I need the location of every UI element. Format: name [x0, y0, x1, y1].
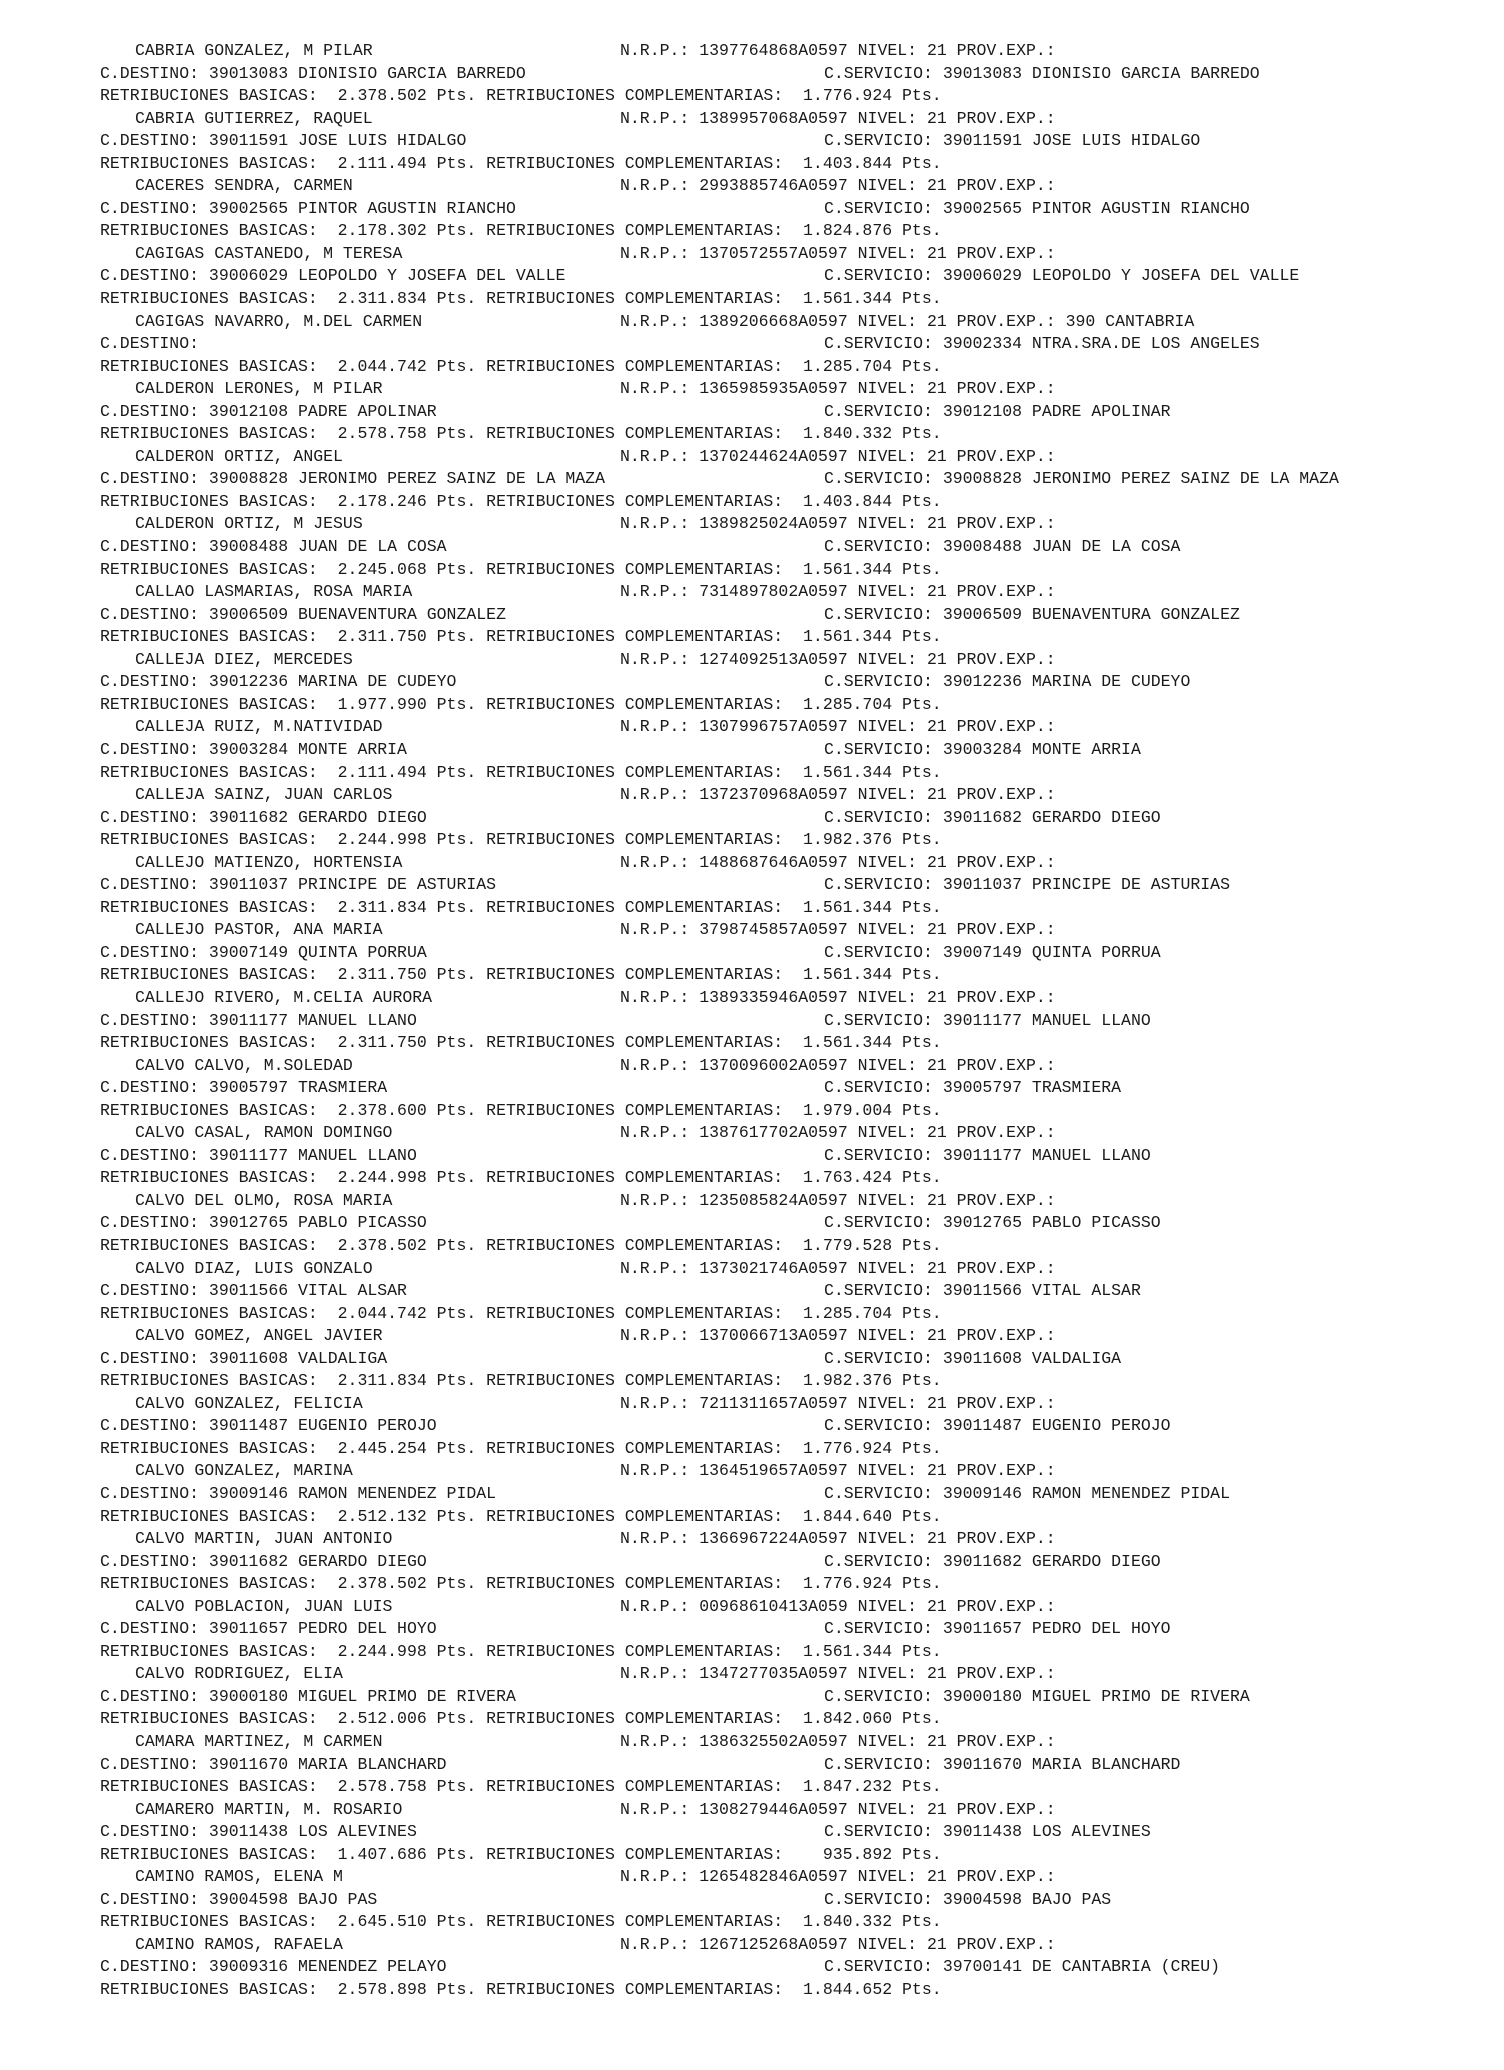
destino-center: C.DESTINO: 39009146 RAMON MENENDEZ PIDAL — [100, 1484, 497, 1503]
record-salary-line — [100, 153, 1480, 176]
servicio-center: C.SERVICIO: 39011608 VALDALIGA — [824, 1348, 1122, 1368]
destino-center: C.DESTINO: 39011177 MANUEL LLANO — [100, 1145, 417, 1165]
salary-info: RETRIBUCIONES BASICAS: 2.378.502 Pts. RETRIBUCIONES COMPLEMENTARIAS: 1.779.528 Pts. — [100, 1235, 942, 1255]
record-header-line — [100, 311, 1480, 334]
record-salary-line — [100, 762, 1480, 785]
record-center-line — [100, 401, 1480, 424]
destino-center: C.DESTINO: 39002565 PINTOR AGUSTIN RIANCHO — [100, 198, 516, 218]
employee-name: CAMINO RAMOS, RAFAELA — [135, 1934, 343, 1954]
record-salary-line — [100, 1708, 1480, 1731]
record — [100, 1596, 1480, 1664]
salary-info: RETRIBUCIONES BASICAS: 2.044.742 Pts. RETRIBUCIONES COMPLEMENTARIAS: 1.285.704 Pts. — [100, 356, 942, 376]
record-center-line — [100, 1415, 1480, 1438]
employee-name: CALVO MARTIN, JUAN ANTONIO — [135, 1529, 393, 1549]
record-salary-line — [100, 85, 1480, 108]
record — [100, 581, 1480, 649]
record-salary-line — [100, 1370, 1480, 1393]
servicio-center: C.SERVICIO: 39011682 GERARDO DIEGO — [824, 807, 1161, 827]
nrp-info: N.R.P.: 1488687646A0597 NIVEL: 21 PROV.EXP.: — [620, 852, 1056, 872]
servicio-center: C.SERVICIO: 39011037 PRINCIPE DE ASTURIAS — [824, 875, 1230, 895]
servicio-center: C.SERVICIO: 39002334 NTRA.SRA.DE LOS ANGELES — [824, 334, 1260, 354]
record-salary-line — [100, 1979, 1480, 2002]
nrp-info: N.R.P.: 1347277035A0597 NIVEL: 21 PROV.EXP.: — [620, 1664, 1056, 1684]
destino-center: C.DESTINO: 39011438 LOS ALEVINES — [100, 1822, 417, 1842]
nrp-info: N.R.P.: 1307996757A0597 NIVEL: 21 PROV.EXP.: — [620, 717, 1056, 737]
destino-center: C.DESTINO: — [100, 334, 200, 354]
record-salary-line — [100, 288, 1480, 311]
servicio-center: C.SERVICIO: 39009146 RAMON MENENDEZ PIDAL — [824, 1484, 1230, 1503]
employee-name: CALDERON ORTIZ, ANGEL — [135, 446, 343, 466]
record-header-line — [100, 784, 1480, 807]
employee-name: CALVO DIAZ, LUIS GONZALO — [135, 1258, 373, 1278]
destino-center: C.DESTINO: 39009316 MENENDEZ PELAYO — [100, 1957, 447, 1977]
servicio-center: C.SERVICIO: 39006029 LEOPOLDO Y JOSEFA DEL VALLE — [824, 266, 1300, 286]
servicio-center: C.SERVICIO: 39700141 DE CANTABRIA (CREU) — [824, 1957, 1221, 1977]
destino-center: C.DESTINO: 39011682 GERARDO DIEGO — [100, 1551, 427, 1571]
record-center-line — [100, 1618, 1480, 1641]
record-header-line — [100, 513, 1480, 536]
servicio-center: C.SERVICIO: 39011177 MANUEL LLANO — [824, 1010, 1151, 1030]
record — [100, 1258, 1480, 1326]
salary-info: RETRIBUCIONES BASICAS: 2.178.246 Pts. RETRIBUCIONES COMPLEMENTARIAS: 1.403.844 Pts. — [100, 491, 942, 511]
record — [100, 1460, 1480, 1528]
servicio-center: C.SERVICIO: 39011177 MANUEL LLANO — [824, 1145, 1151, 1165]
record-header-line — [100, 1528, 1480, 1551]
nrp-info: N.R.P.: 1370096002A0597 NIVEL: 21 PROV.EXP.: — [620, 1055, 1056, 1075]
employee-name: CAMARA MARTINEZ, M CARMEN — [135, 1732, 383, 1752]
record-header-line — [100, 243, 1480, 266]
salary-info: RETRIBUCIONES BASICAS: 2.244.998 Pts. RETRIBUCIONES COMPLEMENTARIAS: 1.561.344 Pts. — [100, 1641, 942, 1661]
salary-info: RETRIBUCIONES BASICAS: 1.977.990 Pts. RETRIBUCIONES COMPLEMENTARIAS: 1.285.704 Pts. — [100, 694, 942, 714]
salary-info: RETRIBUCIONES BASICAS: 2.111.494 Pts. RETRIBUCIONES COMPLEMENTARIAS: 1.403.844 Pts. — [100, 153, 942, 173]
salary-info: RETRIBUCIONES BASICAS: 2.512.132 Pts. RETRIBUCIONES COMPLEMENTARIAS: 1.844.640 Pts. — [100, 1506, 942, 1526]
salary-info: RETRIBUCIONES BASICAS: 2.311.834 Pts. RETRIBUCIONES COMPLEMENTARIAS: 1.982.376 Pts. — [100, 1371, 942, 1391]
record-center-line — [100, 1483, 1480, 1506]
record-header-line — [100, 40, 1480, 63]
record — [100, 311, 1480, 379]
destino-center: C.DESTINO: 39011591 JOSE LUIS HIDALGO — [100, 131, 467, 151]
record-header-line — [100, 108, 1480, 131]
nrp-info: N.R.P.: 1370066713A0597 NIVEL: 21 PROV.EXP.: — [620, 1326, 1056, 1346]
record — [100, 1663, 1480, 1731]
destino-center: C.DESTINO: 39000180 MIGUEL PRIMO DE RIVERA — [100, 1686, 516, 1706]
servicio-center: C.SERVICIO: 39012108 PADRE APOLINAR — [824, 401, 1171, 421]
servicio-center: C.SERVICIO: 39011591 JOSE LUIS HIDALGO — [824, 131, 1201, 151]
record-header-line — [100, 716, 1480, 739]
record-salary-line — [100, 1641, 1480, 1664]
salary-info: RETRIBUCIONES BASICAS: 2.445.254 Pts. RETRIBUCIONES COMPLEMENTARIAS: 1.776.924 Pts. — [100, 1438, 942, 1458]
servicio-center: C.SERVICIO: 39003284 MONTE ARRIA — [824, 739, 1141, 759]
nrp-info: N.R.P.: 7211311657A0597 NIVEL: 21 PROV.EXP.: — [620, 1393, 1056, 1413]
record-salary-line — [100, 897, 1480, 920]
destino-center: C.DESTINO: 39012765 PABLO PICASSO — [100, 1213, 427, 1233]
salary-info: RETRIBUCIONES BASICAS: 2.244.998 Pts. RETRIBUCIONES COMPLEMENTARIAS: 1.763.424 Pts. — [100, 1168, 942, 1188]
record — [100, 1528, 1480, 1596]
servicio-center: C.SERVICIO: 39008488 JUAN DE LA COSA — [824, 537, 1181, 557]
record — [100, 852, 1480, 920]
servicio-center: C.SERVICIO: 39013083 DIONISIO GARCIA BARREDO — [824, 63, 1260, 83]
record-salary-line — [100, 1911, 1480, 1934]
record-header-line — [100, 1393, 1480, 1416]
servicio-center: C.SERVICIO: 39011670 MARIA BLANCHARD — [824, 1754, 1181, 1774]
record-salary-line — [100, 964, 1480, 987]
record-salary-line — [100, 1776, 1480, 1799]
record-header-line — [100, 649, 1480, 672]
employee-name: CALVO CASAL, RAMON DOMINGO — [135, 1123, 393, 1143]
servicio-center: C.SERVICIO: 39011487 EUGENIO PEROJO — [824, 1416, 1171, 1436]
record — [100, 1934, 1480, 2002]
record-center-line — [100, 1551, 1480, 1574]
nrp-info: N.R.P.: 1389825024A0597 NIVEL: 21 PROV.EXP.: — [620, 514, 1056, 534]
employee-name: CAMARERO MARTIN, M. ROSARIO — [135, 1799, 403, 1819]
record-salary-line — [100, 1235, 1480, 1258]
nrp-info: N.R.P.: 1373021746A0597 NIVEL: 21 PROV.EXP.: — [620, 1258, 1056, 1278]
record-header-line — [100, 1325, 1480, 1348]
servicio-center: C.SERVICIO: 39011657 PEDRO DEL HOYO — [824, 1619, 1171, 1639]
record — [100, 1122, 1480, 1190]
nrp-info: N.R.P.: 1365985935A0597 NIVEL: 21 PROV.EXP.: — [620, 379, 1056, 399]
record-salary-line — [100, 829, 1480, 852]
record — [100, 649, 1480, 717]
nrp-info: N.R.P.: 00968610413A059 NIVEL: 21 PROV.EXP.: — [620, 1596, 1056, 1616]
record-center-line — [100, 1754, 1480, 1777]
salary-info: RETRIBUCIONES BASICAS: 2.244.998 Pts. RETRIBUCIONES COMPLEMENTARIAS: 1.982.376 Pts. — [100, 830, 942, 850]
record-header-line — [100, 919, 1480, 942]
employee-name: CALVO RODRIGUEZ, ELIA — [135, 1664, 343, 1684]
servicio-center: C.SERVICIO: 39006509 BUENAVENTURA GONZALEZ — [824, 604, 1240, 624]
record-salary-line — [100, 694, 1480, 717]
record-center-line — [100, 1348, 1480, 1371]
employee-name: CALLEJO RIVERO, M.CELIA AURORA — [135, 987, 433, 1007]
destino-center: C.DESTINO: 39011037 PRINCIPE DE ASTURIAS — [100, 875, 497, 895]
employee-name: CALLEJA DIEZ, MERCEDES — [135, 649, 353, 669]
record-salary-line — [100, 1100, 1480, 1123]
destino-center: C.DESTINO: 39011177 MANUEL LLANO — [100, 1010, 417, 1030]
salary-info: RETRIBUCIONES BASICAS: 2.111.494 Pts. RETRIBUCIONES COMPLEMENTARIAS: 1.561.344 Pts. — [100, 762, 942, 782]
employee-name: CALVO GONZALEZ, FELICIA — [135, 1393, 363, 1413]
destino-center: C.DESTINO: 39006029 LEOPOLDO Y JOSEFA DEL VALLE — [100, 266, 566, 286]
employee-name: CALLEJO PASTOR, ANA MARIA — [135, 920, 383, 940]
record-center-line — [100, 1956, 1480, 1979]
salary-info: RETRIBUCIONES BASICAS: 2.311.750 Pts. RETRIBUCIONES COMPLEMENTARIAS: 1.561.344 Pts. — [100, 965, 942, 985]
servicio-center: C.SERVICIO: 39011566 VITAL ALSAR — [824, 1281, 1141, 1301]
record-header-line — [100, 1122, 1480, 1145]
employee-name: CALVO GOMEZ, ANGEL JAVIER — [135, 1326, 383, 1346]
nrp-info: N.R.P.: 1372370968A0597 NIVEL: 21 PROV.EXP.: — [620, 785, 1056, 805]
record-center-line — [100, 1077, 1480, 1100]
destino-center: C.DESTINO: 39006509 BUENAVENTURA GONZALEZ — [100, 604, 506, 624]
record-center-line — [100, 1686, 1480, 1709]
salary-info: RETRIBUCIONES BASICAS: 2.311.834 Pts. RETRIBUCIONES COMPLEMENTARIAS: 1.561.344 Pts. — [100, 289, 942, 309]
employee-name: CALDERON LERONES, M PILAR — [135, 379, 383, 399]
record — [100, 1325, 1480, 1393]
salary-info: RETRIBUCIONES BASICAS: 2.645.510 Pts. RETRIBUCIONES COMPLEMENTARIAS: 1.840.332 Pts. — [100, 1912, 942, 1932]
record-salary-line — [100, 559, 1480, 582]
employee-name: CALVO CALVO, M.SOLEDAD — [135, 1055, 353, 1075]
destino-center: C.DESTINO: 39012108 PADRE APOLINAR — [100, 401, 437, 421]
record — [100, 1866, 1480, 1934]
record-center-line — [100, 874, 1480, 897]
record-center-line — [100, 1889, 1480, 1912]
record-center-line — [100, 536, 1480, 559]
nrp-info: N.R.P.: 1387617702A0597 NIVEL: 21 PROV.EXP.: — [620, 1123, 1056, 1143]
record — [100, 378, 1480, 446]
destino-center: C.DESTINO: 39008488 JUAN DE LA COSA — [100, 537, 447, 557]
record-center-line — [100, 265, 1480, 288]
records-list — [100, 40, 1480, 2002]
salary-info: RETRIBUCIONES BASICAS: 2.378.502 Pts. RETRIBUCIONES COMPLEMENTARIAS: 1.776.924 Pts. — [100, 1574, 942, 1594]
employee-name: CAGIGAS NAVARRO, M.DEL CARMEN — [135, 311, 423, 331]
destino-center: C.DESTINO: 39007149 QUINTA PORRUA — [100, 942, 427, 962]
record — [100, 1799, 1480, 1867]
servicio-center: C.SERVICIO: 39004598 BAJO PAS — [824, 1889, 1112, 1909]
nrp-info: N.R.P.: 1386325502A0597 NIVEL: 21 PROV.EXP.: — [620, 1732, 1056, 1752]
salary-info: RETRIBUCIONES BASICAS: 2.044.742 Pts. RETRIBUCIONES COMPLEMENTARIAS: 1.285.704 Pts. — [100, 1303, 942, 1323]
salary-info: RETRIBUCIONES BASICAS: 2.311.750 Pts. RETRIBUCIONES COMPLEMENTARIAS: 1.561.344 Pts. — [100, 627, 942, 647]
record-salary-line — [100, 1844, 1480, 1867]
record-header-line — [100, 378, 1480, 401]
servicio-center: C.SERVICIO: 39000180 MIGUEL PRIMO DE RIVERA — [824, 1686, 1250, 1706]
destino-center: C.DESTINO: 39011682 GERARDO DIEGO — [100, 807, 427, 827]
salary-info: RETRIBUCIONES BASICAS: 2.578.758 Pts. RETRIBUCIONES COMPLEMENTARIAS: 1.847.232 Pts. — [100, 1777, 942, 1797]
record — [100, 40, 1480, 108]
nrp-info: N.R.P.: 1397764868A0597 NIVEL: 21 PROV.EXP.: — [620, 41, 1056, 60]
employee-name: CALVO DEL OLMO, ROSA MARIA — [135, 1190, 393, 1210]
nrp-info: N.R.P.: 1370244624A0597 NIVEL: 21 PROV.EXP.: — [620, 446, 1056, 466]
nrp-info: N.R.P.: 1389957068A0597 NIVEL: 21 PROV.EXP.: — [620, 108, 1056, 128]
employee-name: CAGIGAS CASTANEDO, M TERESA — [135, 243, 403, 263]
destino-center: C.DESTINO: 39004598 BAJO PAS — [100, 1889, 378, 1909]
record-header-line — [100, 1866, 1480, 1889]
record-center-line — [100, 1821, 1480, 1844]
servicio-center: C.SERVICIO: 39002565 PINTOR AGUSTIN RIANCHO — [824, 198, 1250, 218]
record-center-line — [100, 604, 1480, 627]
record — [100, 175, 1480, 243]
record-salary-line — [100, 356, 1480, 379]
salary-info: RETRIBUCIONES BASICAS: 2.512.006 Pts. RETRIBUCIONES COMPLEMENTARIAS: 1.842.060 Pts. — [100, 1709, 942, 1729]
nrp-info: N.R.P.: 1389206668A0597 NIVEL: 21 PROV.EXP.: 390 CANTABRIA — [620, 311, 1195, 331]
salary-info: RETRIBUCIONES BASICAS: 2.245.068 Pts. RETRIBUCIONES COMPLEMENTARIAS: 1.561.344 Pts. — [100, 559, 942, 579]
employee-name: CALLEJA RUIZ, M.NATIVIDAD — [135, 717, 383, 737]
employee-name: CABRIA GONZALEZ, M PILAR — [135, 41, 373, 60]
nrp-info: N.R.P.: 1366967224A0597 NIVEL: 21 PROV.EXP.: — [620, 1529, 1056, 1549]
record — [100, 1055, 1480, 1123]
record-center-line — [100, 468, 1480, 491]
employee-name: CALVO GONZALEZ, MARINA — [135, 1461, 353, 1481]
salary-info: RETRIBUCIONES BASICAS: 2.378.502 Pts. RETRIBUCIONES COMPLEMENTARIAS: 1.776.924 Pts. — [100, 86, 942, 106]
nrp-info: N.R.P.: 1308279446A0597 NIVEL: 21 PROV.EXP.: — [620, 1799, 1056, 1819]
record-salary-line — [100, 1573, 1480, 1596]
record — [100, 446, 1480, 514]
record — [100, 243, 1480, 311]
record-header-line — [100, 1934, 1480, 1957]
servicio-center: C.SERVICIO: 39008828 JERONIMO PEREZ SAINZ DE LA MAZA — [824, 469, 1339, 489]
salary-info: RETRIBUCIONES BASICAS: 2.178.302 Pts. RETRIBUCIONES COMPLEMENTARIAS: 1.824.876 Pts. — [100, 221, 942, 241]
record-center-line — [100, 671, 1480, 694]
destino-center: C.DESTINO: 39012236 MARINA DE CUDEYO — [100, 672, 457, 692]
nrp-info: N.R.P.: 1265482846A0597 NIVEL: 21 PROV.EXP.: — [620, 1867, 1056, 1887]
record-center-line — [100, 198, 1480, 221]
servicio-center: C.SERVICIO: 39007149 QUINTA PORRUA — [824, 942, 1161, 962]
record-header-line — [100, 1596, 1480, 1619]
employee-name: CABRIA GUTIERREZ, RAQUEL — [135, 108, 373, 128]
destino-center: C.DESTINO: 39011608 VALDALIGA — [100, 1348, 388, 1368]
destino-center: C.DESTINO: 39011487 EUGENIO PEROJO — [100, 1416, 437, 1436]
nrp-info: N.R.P.: 7314897802A0597 NIVEL: 21 PROV.EXP.: — [620, 582, 1056, 602]
record-salary-line — [100, 220, 1480, 243]
record-salary-line — [100, 626, 1480, 649]
record-header-line — [100, 1258, 1480, 1281]
servicio-center: C.SERVICIO: 39005797 TRASMIERA — [824, 1078, 1122, 1098]
record-header-line — [100, 1190, 1480, 1213]
nrp-info: N.R.P.: 1364519657A0597 NIVEL: 21 PROV.EXP.: — [620, 1461, 1056, 1481]
record-header-line — [100, 1460, 1480, 1483]
record-header-line — [100, 852, 1480, 875]
record — [100, 513, 1480, 581]
record-header-line — [100, 581, 1480, 604]
employee-name: CALDERON ORTIZ, M JESUS — [135, 514, 363, 534]
record-header-line — [100, 175, 1480, 198]
record-center-line — [100, 1145, 1480, 1168]
employee-name: CALLEJA SAINZ, JUAN CARLOS — [135, 785, 393, 805]
record — [100, 1731, 1480, 1799]
destino-center: C.DESTINO: 39011657 PEDRO DEL HOYO — [100, 1619, 437, 1639]
record-header-line — [100, 1663, 1480, 1686]
record — [100, 108, 1480, 176]
destino-center: C.DESTINO: 39008828 JERONIMO PEREZ SAINZ DE LA MAZA — [100, 469, 605, 489]
record — [100, 1190, 1480, 1258]
employee-name: CALVO POBLACION, JUAN LUIS — [135, 1596, 393, 1616]
record-salary-line — [100, 1506, 1480, 1529]
record-salary-line — [100, 423, 1480, 446]
record — [100, 784, 1480, 852]
record-salary-line — [100, 1167, 1480, 1190]
salary-info: RETRIBUCIONES BASICAS: 1.407.686 Pts. RETRIBUCIONES COMPLEMENTARIAS: 935.892 Pts. — [100, 1844, 942, 1864]
record-salary-line — [100, 1303, 1480, 1326]
record-center-line — [100, 942, 1480, 965]
destino-center: C.DESTINO: 39003284 MONTE ARRIA — [100, 739, 407, 759]
destino-center: C.DESTINO: 39011670 MARIA BLANCHARD — [100, 1754, 447, 1774]
employee-name: CALLAO LASMARIAS, ROSA MARIA — [135, 582, 413, 602]
salary-info: RETRIBUCIONES BASICAS: 2.578.758 Pts. RETRIBUCIONES COMPLEMENTARIAS: 1.840.332 Pts. — [100, 424, 942, 444]
nrp-info: N.R.P.: 1370572557A0597 NIVEL: 21 PROV.EXP.: — [620, 243, 1056, 263]
salary-info: RETRIBUCIONES BASICAS: 2.378.600 Pts. RETRIBUCIONES COMPLEMENTARIAS: 1.979.004 Pts. — [100, 1100, 942, 1120]
nrp-info: N.R.P.: 1267125268A0597 NIVEL: 21 PROV.EXP.: — [620, 1934, 1056, 1954]
servicio-center: C.SERVICIO: 39012765 PABLO PICASSO — [824, 1213, 1161, 1233]
destino-center: C.DESTINO: 39005797 TRASMIERA — [100, 1078, 388, 1098]
record-header-line — [100, 987, 1480, 1010]
record — [100, 716, 1480, 784]
record — [100, 919, 1480, 987]
employee-name: CACERES SENDRA, CARMEN — [135, 176, 353, 196]
record-center-line — [100, 130, 1480, 153]
nrp-info: N.R.P.: 3798745857A0597 NIVEL: 21 PROV.EXP.: — [620, 920, 1056, 940]
employee-name: CALLEJO MATIENZO, HORTENSIA — [135, 852, 403, 872]
record-center-line — [100, 63, 1480, 86]
record — [100, 1393, 1480, 1461]
record-salary-line — [100, 1032, 1480, 1055]
record-center-line — [100, 1212, 1480, 1235]
record-salary-line — [100, 491, 1480, 514]
record-center-line — [100, 1280, 1480, 1303]
record-header-line — [100, 446, 1480, 469]
nrp-info: N.R.P.: 1235085824A0597 NIVEL: 21 PROV.EXP.: — [620, 1190, 1056, 1210]
record — [100, 987, 1480, 1055]
nrp-info: N.R.P.: 1389335946A0597 NIVEL: 21 PROV.EXP.: — [620, 987, 1056, 1007]
record-header-line — [100, 1055, 1480, 1078]
salary-info: RETRIBUCIONES BASICAS: 2.311.834 Pts. RETRIBUCIONES COMPLEMENTARIAS: 1.561.344 Pts. — [100, 897, 942, 917]
nrp-info: N.R.P.: 2993885746A0597 NIVEL: 21 PROV.EXP.: — [620, 176, 1056, 196]
employee-name: CAMINO RAMOS, ELENA M — [135, 1867, 343, 1887]
record-center-line — [100, 807, 1480, 830]
destino-center: C.DESTINO: 39011566 VITAL ALSAR — [100, 1281, 407, 1301]
record-header-line — [100, 1731, 1480, 1754]
salary-info: RETRIBUCIONES BASICAS: 2.311.750 Pts. RETRIBUCIONES COMPLEMENTARIAS: 1.561.344 Pts. — [100, 1033, 942, 1053]
salary-info: RETRIBUCIONES BASICAS: 2.578.898 Pts. RETRIBUCIONES COMPLEMENTARIAS: 1.844.652 Pts. — [100, 1980, 942, 2000]
servicio-center: C.SERVICIO: 39011438 LOS ALEVINES — [824, 1822, 1151, 1842]
record-salary-line — [100, 1438, 1480, 1461]
nrp-info: N.R.P.: 1274092513A0597 NIVEL: 21 PROV.EXP.: — [620, 649, 1056, 669]
record-center-line — [100, 1010, 1480, 1033]
servicio-center: C.SERVICIO: 39012236 MARINA DE CUDEYO — [824, 672, 1191, 692]
servicio-center: C.SERVICIO: 39011682 GERARDO DIEGO — [824, 1551, 1161, 1571]
record-center-line — [100, 333, 1480, 356]
record-center-line — [100, 739, 1480, 762]
record-header-line — [100, 1799, 1480, 1822]
destino-center: C.DESTINO: 39013083 DIONISIO GARCIA BARREDO — [100, 63, 526, 83]
